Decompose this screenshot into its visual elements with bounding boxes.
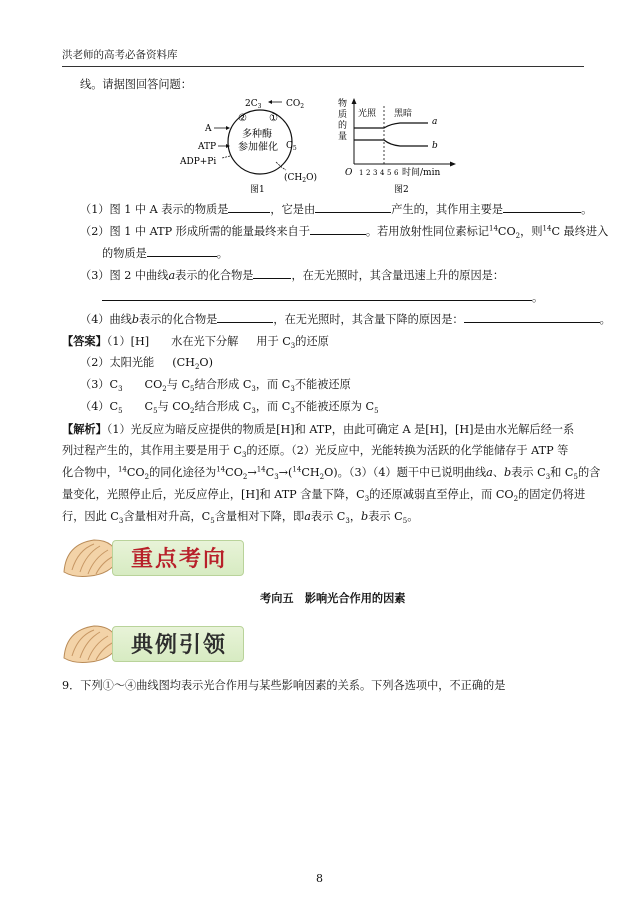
key-direction-banner bbox=[60, 534, 246, 580]
question-4: （4）曲线b表示的化合物是 ，在无光照时，其含量下降的原因是： 。 bbox=[80, 313, 611, 326]
shell-icon bbox=[60, 620, 120, 666]
analysis-line-5: 行，因此 $C_3$含量相对升高，$C_5$含量相对下降，即a表示 $C_3$，b表示 $C_5$。 bbox=[62, 510, 419, 526]
step2-label: ② bbox=[238, 113, 247, 124]
figure-2-caption: 图2 bbox=[394, 185, 409, 195]
origin-label: O bbox=[345, 168, 353, 178]
svg-text:物: 物 bbox=[338, 99, 348, 109]
page-header: 洪老师的高考必备资料库 bbox=[62, 49, 178, 61]
analysis-line-2: 列过程产生的，其作用主要是用于 $C_3$的还原。（2）光反应中，光能转换为活跃的化学能储存于 ATP 等 bbox=[62, 444, 569, 460]
ch2o-label: $(CH_2O)$ bbox=[284, 173, 317, 184]
svg-text:3: 3 bbox=[373, 169, 378, 177]
svg-text:1: 1 bbox=[359, 169, 364, 177]
svg-text:5: 5 bbox=[387, 169, 392, 177]
example-banner bbox=[60, 620, 246, 666]
curve-a bbox=[354, 123, 428, 128]
co2-label: $CO_2$ bbox=[286, 99, 305, 110]
svg-text:的: 的 bbox=[338, 121, 348, 131]
answer-2: （2）太阳光能 $(CH_2O)$ bbox=[80, 356, 213, 372]
banner-title: 典例引领 bbox=[130, 632, 227, 658]
header-divider bbox=[62, 66, 584, 67]
enzyme-label-2: 参加催化 bbox=[238, 142, 278, 153]
atp-label: ATP bbox=[198, 142, 217, 152]
page-number: 8 bbox=[316, 872, 323, 885]
curve-b-label: b bbox=[432, 141, 438, 151]
question-2-cont: 的物质是 。 bbox=[102, 247, 228, 260]
section-title: 考向五 影响光合作用的因素 bbox=[260, 591, 406, 605]
question-3-cont: 。 bbox=[102, 290, 543, 305]
banner-title: 重点考向 bbox=[130, 546, 227, 572]
x-axis-label: 时间/min bbox=[402, 168, 441, 178]
question-2: （2）图 1 中 ATP 形成所需的能量最终来自于 。若用放射性同位素标记$^{14}CO_2$，则$^{14}$C 最终进入 bbox=[80, 224, 609, 241]
light-label: 光照 bbox=[358, 109, 377, 119]
answer-4: $(4)C_5$ $C_5$与 $CO_2$结合形成 $C_3$，而 $C_3$不能被还原为 $C_5$ bbox=[80, 400, 379, 416]
analysis-line-3: 化合物中，$^{14}CO_2$的同化途径为$^{14}CO_2\to^{14}C_3\to(^{14}CH_2O)$。（3）（4）题干中已说明曲线a、b表示 $C_3$和 $C_5$的含 bbox=[62, 465, 601, 482]
a-label: A bbox=[205, 124, 212, 134]
shell-icon bbox=[60, 534, 120, 580]
dark-label: 黑暗 bbox=[394, 109, 413, 119]
svg-text:2: 2 bbox=[366, 169, 371, 177]
svg-text:6: 6 bbox=[394, 169, 399, 177]
answer-1: 【答案】（1）[H] 水在光下分解 用于 $C_3$的还原 bbox=[62, 334, 329, 351]
question-9: 9．下列①～④曲线图均表示光合作用与某些影响因素的关系。下列各选项中，不正确的是 bbox=[62, 679, 506, 692]
figure-1-calvin-cycle bbox=[172, 92, 332, 196]
adp-label: ADP+Pi bbox=[180, 157, 217, 167]
c5-label: $C_5$ bbox=[286, 141, 297, 152]
svg-text:质: 质 bbox=[338, 110, 348, 120]
analysis-line-1: 【解析】（1）光反应为暗反应提供的物质是[H]和 ATP，由此可确定 A 是[H]，[H]是由水光解后经一系 bbox=[62, 422, 575, 436]
curve-a-label: a bbox=[432, 117, 438, 127]
question-1: （1）图 1 中 A 表示的物质是 ，它是由 产生的，其作用主要是 。 bbox=[80, 203, 593, 216]
enzyme-label-1: 多种酶 bbox=[242, 129, 272, 140]
svg-text:4: 4 bbox=[380, 169, 385, 177]
svg-text:量: 量 bbox=[338, 132, 348, 142]
c3-label: $2C_3$ bbox=[245, 99, 262, 110]
question-3: （3）图 2 中曲线a表示的化合物是 ，在无光照时，其含量迅速上升的原因是： bbox=[80, 269, 505, 282]
curve-b bbox=[354, 140, 428, 146]
answer-3: $(3)C_3$ $CO_2$与 $C_5$结合形成 $C_3$，而 $C_3$不能被还原 bbox=[80, 378, 351, 394]
figure-1-caption: 图1 bbox=[250, 185, 265, 195]
intro-text: 线。请据图回答问题： bbox=[80, 78, 192, 91]
analysis-line-4: 量变化，光照停止后，光反应停止，[H]和 ATP 含量下降，$C_3$的还原减弱直至停止，而 $CO_2$的固定仍将进 bbox=[62, 488, 586, 504]
step1-label: ① bbox=[269, 113, 278, 124]
figure-2-graph bbox=[336, 96, 466, 196]
